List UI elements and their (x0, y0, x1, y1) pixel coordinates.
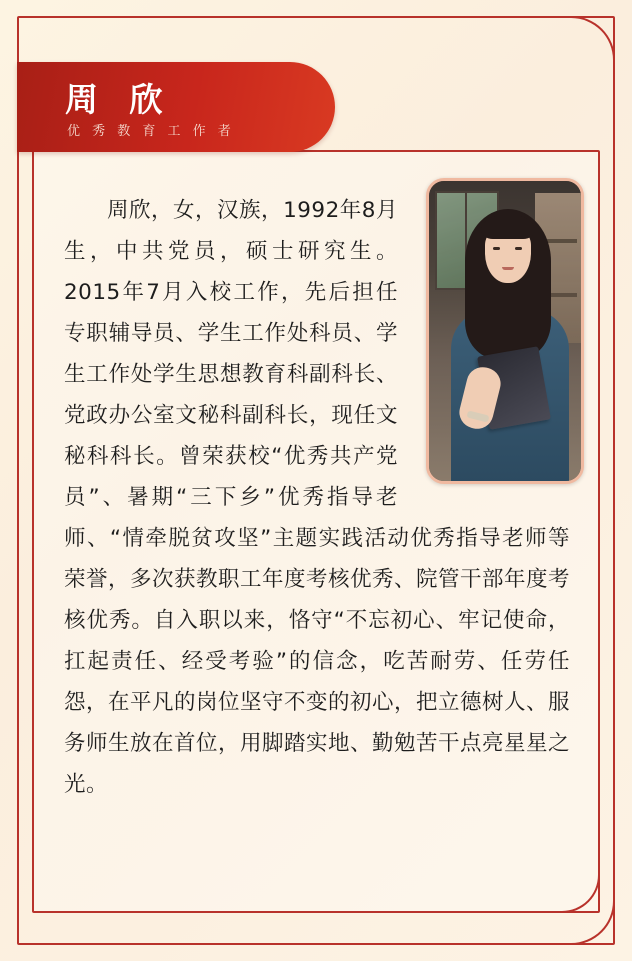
person-honor-title: 优 秀 教 育 工 作 者 (67, 124, 235, 139)
inner-frame-corner-bottom-right (558, 871, 600, 913)
person-name: 周 欣 (65, 80, 173, 119)
biography-text-block (64, 190, 570, 805)
biography-paragraph: 周欣，女，汉族，1992年8月生，中共党员，硕士研究生。2015年7月入校工作，先后担任专职辅导员、学生工作处科员、学生工作处学生思想教育科副科长、党政办公室文秘科副科长，现任文秘科科长。曾荣获校“优秀共产党员”、暑期“三下乡”优秀指导老师、“情牵脱贫攻坚”主题实践活动优秀指导老师等荣誉，多次获教职工年度考核优秀、院管干部年度考核优秀。自入职以来，恪守“不忘初心、牢记使命，扛起责任、经受考验”的信念，吃苦耐劳、任劳任怨，在平凡的岗位坚守不变的初心，把立德树人、服务师生放在首位，用脚踏实地、勤勉苦干点亮星星之光。 (64, 198, 571, 797)
title-banner (17, 62, 335, 152)
photo-text-wrap-spacer (398, 190, 570, 490)
frame-corner-top-right (567, 16, 615, 64)
